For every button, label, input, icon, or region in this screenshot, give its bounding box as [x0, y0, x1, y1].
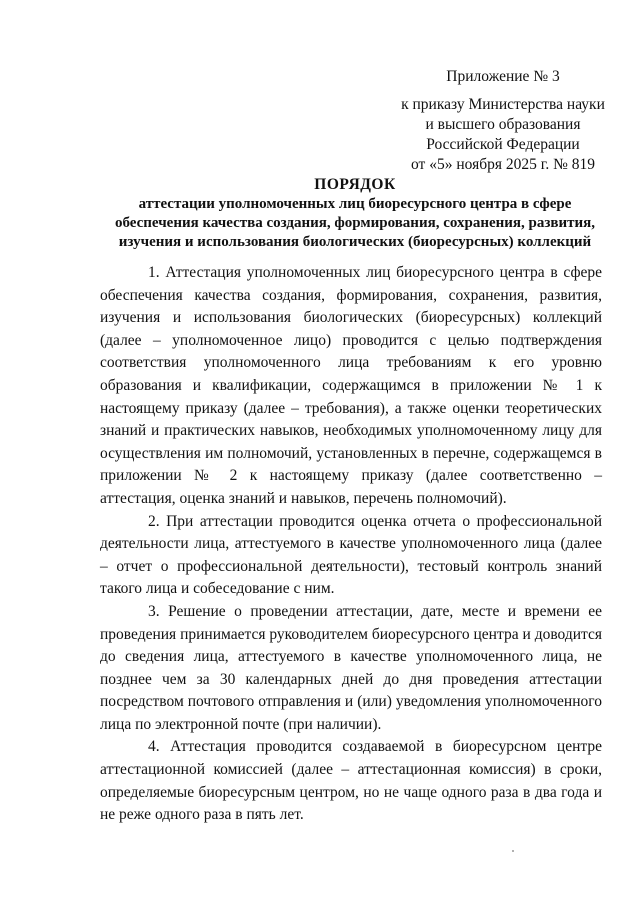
paragraph-4: 4. Аттестация проводится создаваемой в биоресурсном центре аттестационной комиссией (далее – аттестационная комиссия) в сроки, определяемые биоресурсным центром, но не чаще одного раза в два года и не реже одного раза в пять лет.	[100, 738, 602, 824]
document-body	[100, 262, 602, 827]
appendix-line-order: к приказу Министерства науки	[401, 96, 605, 113]
document-title: ПОРЯДОК	[314, 176, 396, 193]
document-heading	[96, 175, 614, 252]
scan-artifact	[512, 850, 514, 852]
appendix-line-country: Российской Федерации	[426, 136, 580, 153]
appendix-number: Приложение № 3	[446, 68, 560, 85]
paragraph-2: 2. При аттестации проводится оценка отчета о профессиональной деятельности лица, аттестуемого в качестве уполномоченного лица (далее – отчет о профессиональной деятельности), тестовый контроль знаний такого лица и собеседование с ним.	[100, 512, 602, 598]
appendix-line-ministry: и высшего образования	[425, 116, 581, 133]
document-subtitle: аттестации уполномоченных лиц биоресурсного центра в сфере обеспечения качества создания, формирования, сохранения, развития, изучения и использования биологических (биоресурсных) коллекций	[114, 196, 596, 250]
appendix-line-date: от «5» ноября 2025 г. № 819	[411, 156, 595, 173]
paragraph-1: 1. Аттестация уполномоченных лиц биоресурсного центра в сфере обеспечения качества создания, формирования, сохранения, развития, изучения и использования биологических (биоресурсных) коллекций (далее – уполномоченное лицо) проводится с целью подтверждения соответствия уполномоченного лица требованиям к его уровню образования и квалификации, содержащимся в приложении № 1 к настоящему приказу (далее – требования), а также оценки теоретических знаний и практических навыков, необходимых уполномоченному лицу для осуществления им полномочий, установленных в перечне, содержащемся в приложении № 2 к настоящему приказу (далее соответственно – аттестация, оценка знаний и навыков, перечень полномочий).	[100, 264, 602, 507]
paragraph-3: 3. Решение о проведении аттестации, дате, месте и времени ее проведения принимается руководителем биоресурсного центра и доводится до сведения лица, аттестуемого в качестве уполномоченного лица, не позднее чем за 30 календарных дней до дня проведения аттестации посредством почтового отправления и (или) уведомления уполномоченного лица по электронной почте (при наличии).	[100, 602, 602, 733]
appendix-header	[398, 67, 608, 175]
